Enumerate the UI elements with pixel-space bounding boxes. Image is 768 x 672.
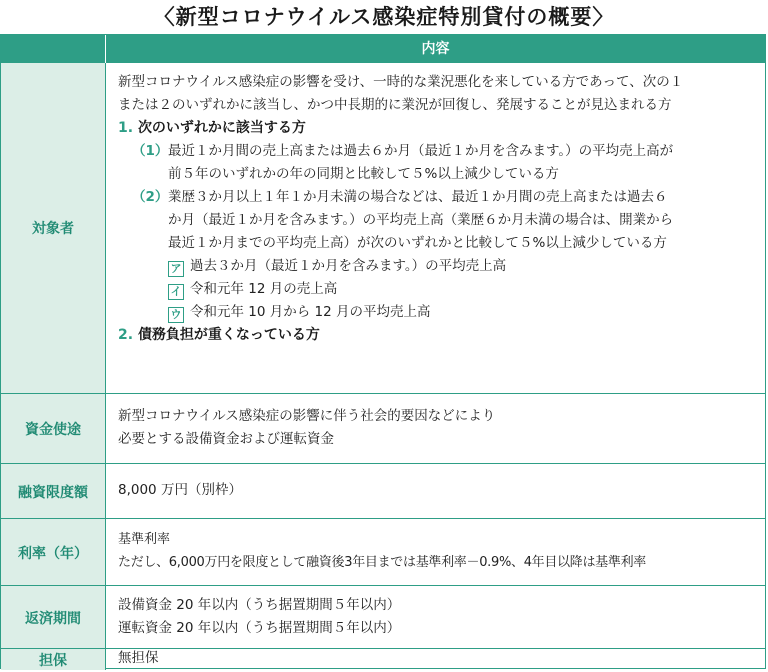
content-limit bbox=[118, 479, 757, 502]
sub-2-line: 最近１か月までの平均売上高）が次のいずれかと比較して５%以上減少している方 bbox=[168, 235, 667, 251]
label-term: 返済期間 bbox=[1, 586, 106, 649]
option-a-mark: ア bbox=[168, 261, 184, 277]
row-limit bbox=[1, 463, 765, 519]
term-line: 運転資金 20 年以内（うち据置期間５年以内） bbox=[118, 620, 401, 636]
content-target bbox=[118, 71, 757, 347]
rate-line: 基準利率 bbox=[118, 532, 171, 547]
header-corner bbox=[1, 35, 106, 63]
option-c-mark: ウ bbox=[168, 307, 184, 323]
header-content: 内容 bbox=[106, 35, 765, 63]
content-term bbox=[118, 594, 757, 640]
limit-line: 8,000 万円（別枠） bbox=[118, 482, 242, 498]
row-target bbox=[1, 63, 765, 393]
sub-2-line: 業歴３か月以上１年１か月未満の場合などは、最近１か月間の売上高または過去６ bbox=[168, 189, 668, 205]
collateral-line: 無担保 bbox=[118, 650, 159, 666]
row-rate bbox=[1, 518, 765, 586]
item-2-text: 債務負担が重くなっている方 bbox=[137, 327, 320, 343]
content-collateral bbox=[118, 647, 757, 670]
label-collateral: 担保 bbox=[1, 649, 106, 670]
sub-2-line: か月（最近１か月を含みます。）の平均売上高（業歴６か月未満の場合は、開業から bbox=[168, 212, 674, 228]
sub-1-number: （1） bbox=[132, 143, 169, 159]
sub-1-line: 前５年のいずれかの年の同期と比較して５%以上減少している方 bbox=[168, 166, 559, 182]
target-intro-line: 新型コロナウイルス感染症の影響を受け、一時的な業況悪化を来している方であって、次の１ bbox=[118, 74, 684, 90]
funds-line: 必要とする設備資金および運転資金 bbox=[118, 431, 334, 447]
target-sub-1 bbox=[118, 140, 757, 186]
label-target: 対象者 bbox=[1, 63, 106, 393]
item-2-number: 2. bbox=[118, 327, 134, 343]
option-c-text: 令和元年 10 月から 12 月の平均売上高 bbox=[190, 304, 431, 320]
rate-line: ただし、6,000万円を限度として融資後3年目までは基準利率－0.9%、4年目以降は基準利率 bbox=[118, 555, 646, 570]
target-item-1 bbox=[118, 117, 757, 140]
option-a-text: 過去３か月（最近１か月を含みます。）の平均売上高 bbox=[190, 258, 507, 274]
funds-line: 新型コロナウイルス感染症の影響に伴う社会的要因などにより bbox=[118, 408, 496, 424]
option-b bbox=[168, 278, 673, 301]
option-b-mark: イ bbox=[168, 284, 184, 300]
page-title: 〈新型コロナウイルス感染症特別貸付の概要〉 bbox=[153, 5, 615, 29]
option-a bbox=[168, 255, 673, 278]
option-c bbox=[168, 301, 673, 324]
row-funds bbox=[1, 393, 765, 464]
content-rate bbox=[118, 528, 757, 574]
label-rate: 利率（年） bbox=[1, 519, 106, 586]
item-1-text: 次のいずれかに該当する方 bbox=[137, 120, 306, 136]
label-funds: 資金使途 bbox=[1, 394, 106, 464]
row-collateral bbox=[1, 648, 765, 670]
term-line: 設備資金 20 年以内（うち据置期間５年以内） bbox=[118, 597, 401, 613]
sub-1-line: 最近１か月間の売上高または過去６か月（最近１か月を含みます。）の平均売上高が bbox=[168, 143, 674, 159]
option-b-text: 令和元年 12 月の売上高 bbox=[190, 281, 338, 297]
target-sub-2 bbox=[118, 186, 757, 324]
sub-2-number: （2） bbox=[132, 189, 169, 205]
target-intro-line: または２のいずれかに該当し、かつ中長期的に業況が回復し、発展することが見込まれる方 bbox=[118, 97, 672, 113]
summary-table bbox=[0, 34, 766, 669]
content-funds bbox=[118, 405, 757, 451]
target-item-2 bbox=[118, 324, 757, 347]
label-limit: 融資限度額 bbox=[1, 464, 106, 519]
item-1-number: 1. bbox=[118, 120, 134, 136]
row-term bbox=[1, 585, 765, 649]
